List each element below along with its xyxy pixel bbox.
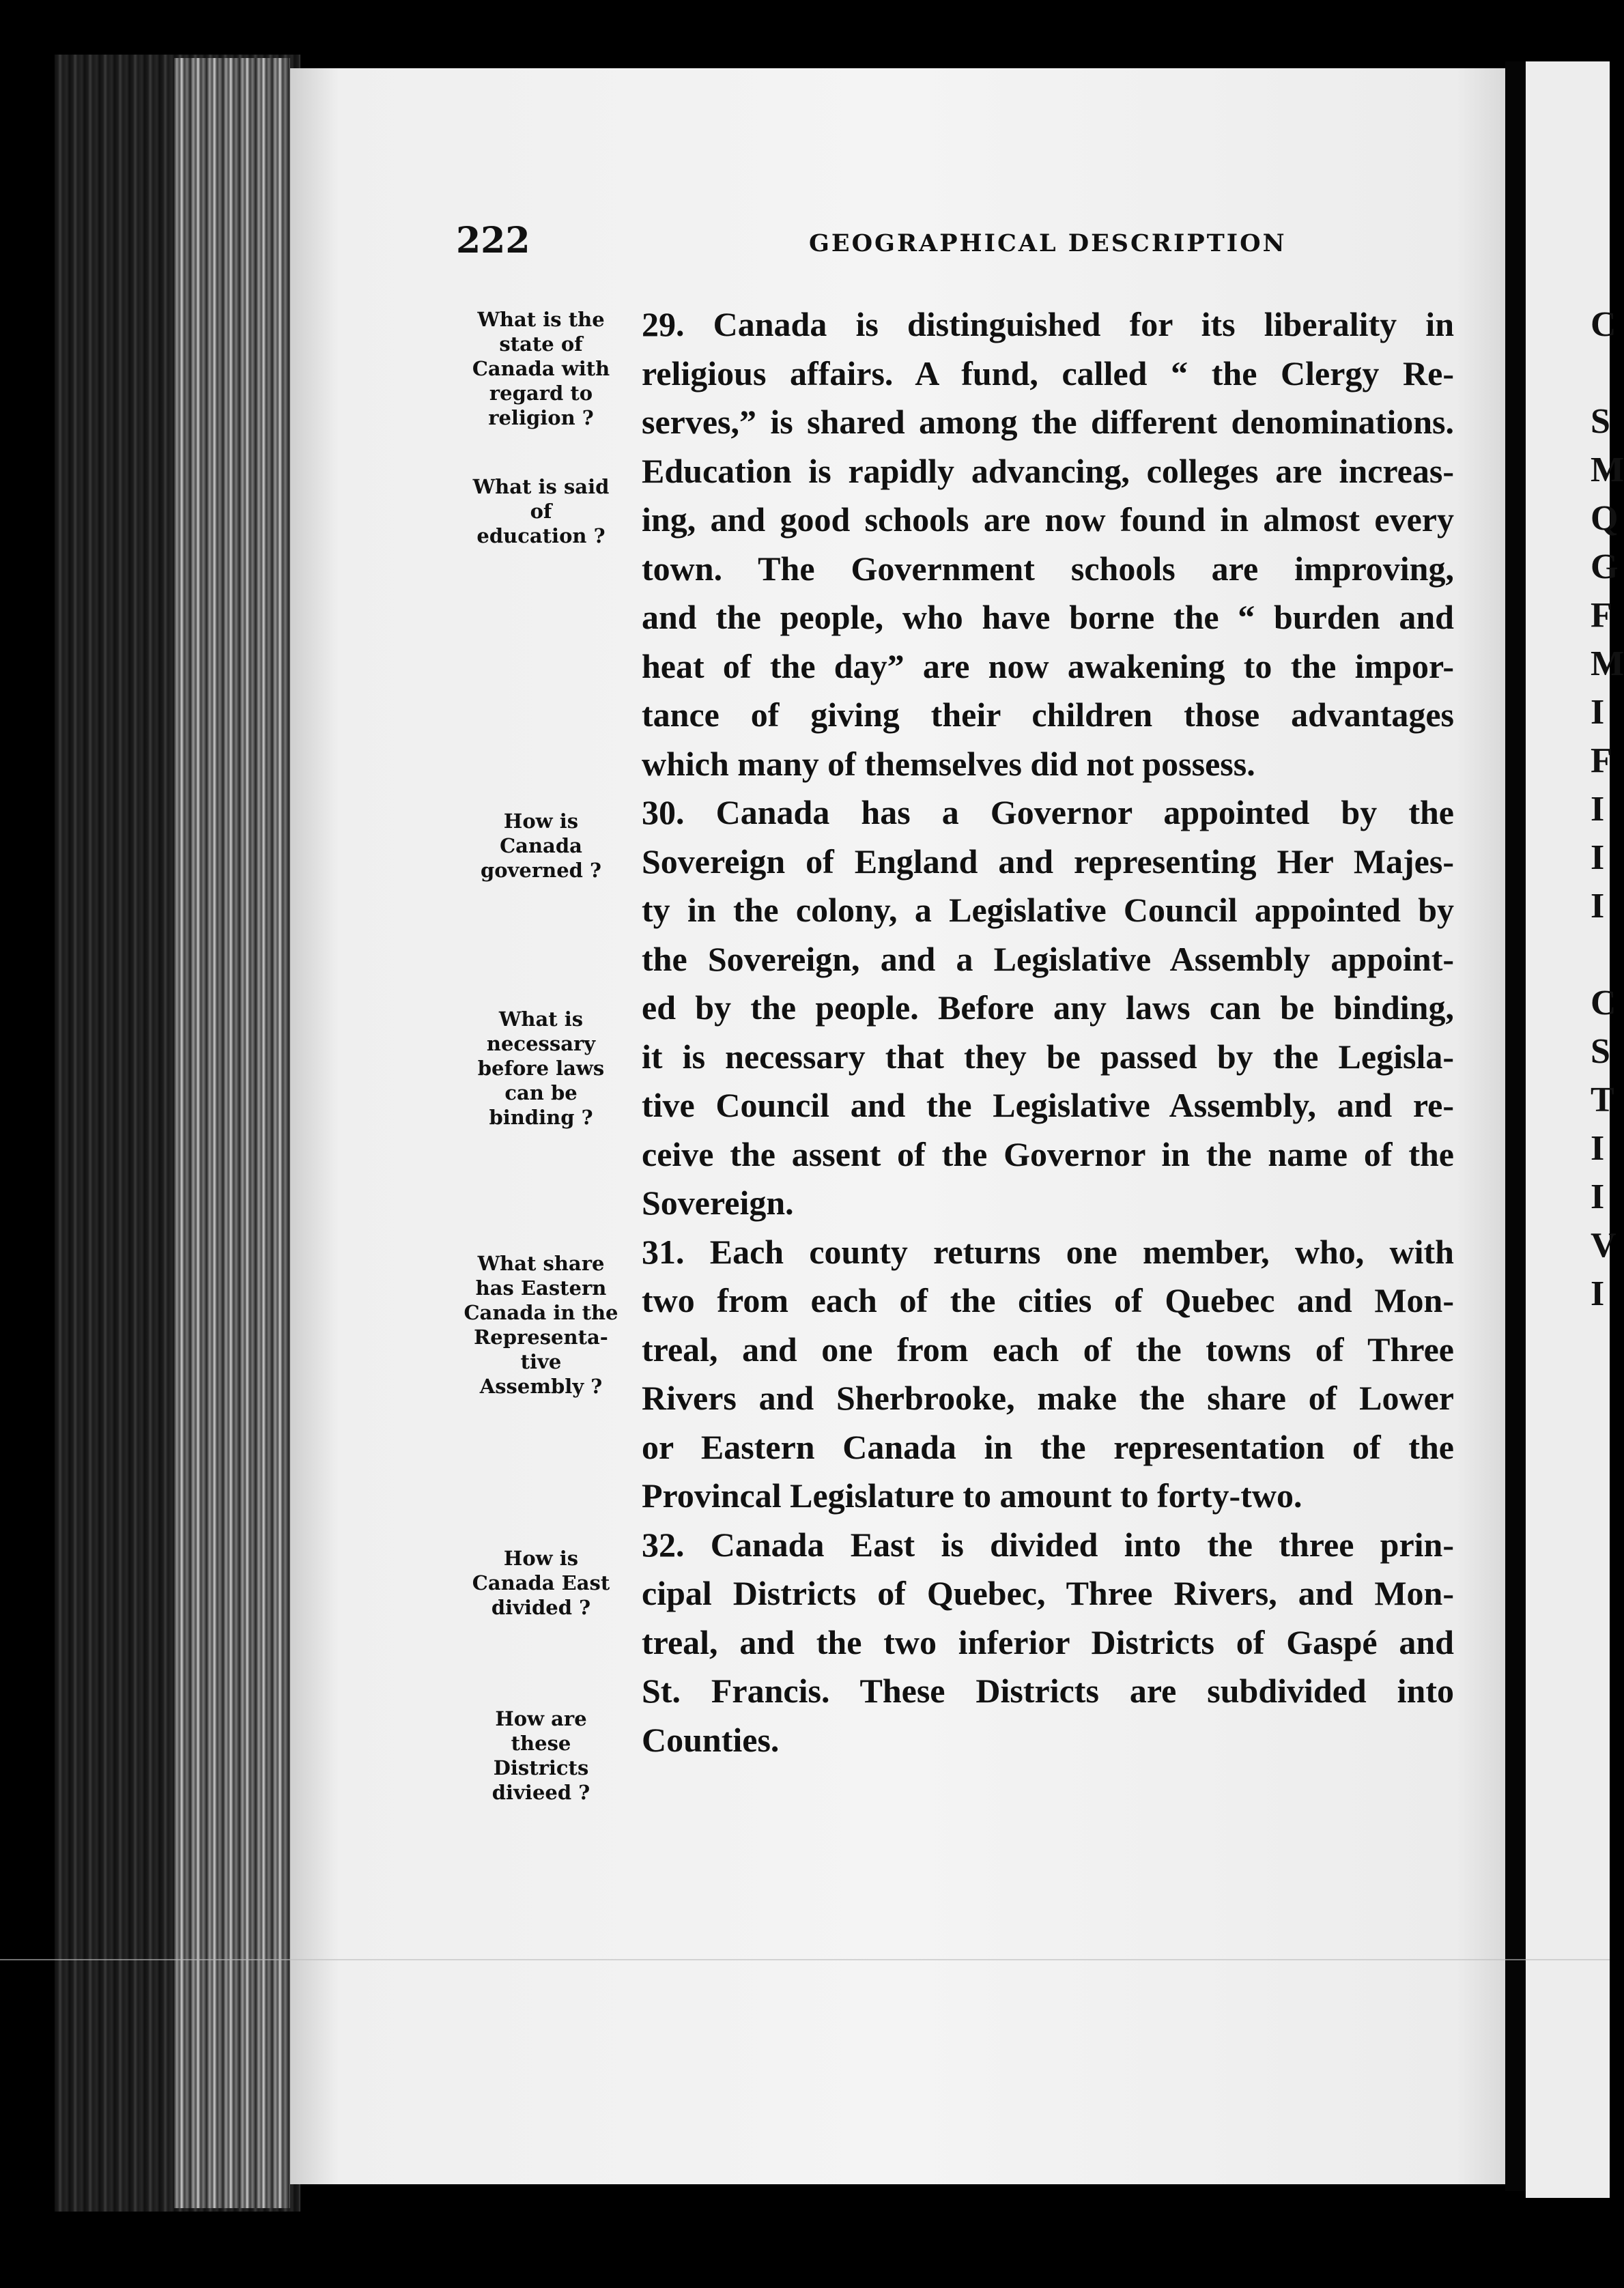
text-line: heat of the day” are now awakening to the impor- [642,646,1454,685]
text-line: cipal Districts of Quebec, Three Rivers, and Mon- [642,1574,1454,1612]
facing-page-letter: V [1591,1226,1616,1265]
facing-page-letter: T [1591,1081,1614,1119]
text-line: ty in the colony, a Legislative Council appointed by [642,891,1454,929]
text-line: which many of themselves did not possess. [642,744,1255,783]
facing-page-letter: Q [1591,499,1619,538]
text-line: Education is rapidly advancing, colleges are increas- [642,451,1454,490]
facing-page-letter: I [1591,1177,1605,1216]
facing-page-letter: I [1591,693,1605,732]
text-line: St. Francis. These Districts are subdivided into [642,1672,1454,1710]
text-line: 31. Each county returns one member, who, with [642,1232,1454,1271]
margin-question-governed: How is Canada governed ? [480,810,602,882]
facing-page-letter: S [1591,1032,1610,1071]
facing-page-letter: I [1591,838,1605,877]
page-number: 222 [456,220,530,261]
running-title: GEOGRAPHICAL DESCRIPTION [809,229,1287,257]
paragraph-32 [642,1521,1454,1765]
margin-question-religion: What is the state of Canada with regard to religion ? [472,308,610,429]
facing-page-letter: I [1591,790,1605,829]
facing-page-letter [1591,930,1624,979]
text-line: religious affairs. A fund, called “ the Clergy Re- [642,354,1454,392]
scan-line [0,1959,1610,1960]
facing-page-letter: M [1591,644,1624,683]
facing-page-letter: G [1591,547,1619,586]
facing-page-letter: F [1591,741,1612,780]
paragraph-30 [642,788,1454,1228]
text-line: or Eastern Canada in the representation of the [642,1427,1454,1466]
margin-question-divided: How is Canada East divided ? [472,1547,610,1619]
text-line: the Sovereign, and a Legislative Assembly appoint- [642,939,1454,978]
page-edges [174,58,290,2208]
facing-page-letters [1591,300,1624,1318]
facing-page-letter: F [1591,596,1612,635]
text-line: tive Council and the Legislative Assembly, and re- [642,1086,1454,1124]
text-line: 32. Canada East is divided into the three prin- [642,1525,1454,1564]
text-line: ed by the people. Before any laws can be binding, [642,988,1454,1027]
text-line: two from each of the cities of Quebec and Mon- [642,1281,1454,1319]
text-line: it is necessary that they be passed by the Legisla- [642,1037,1454,1076]
text-line: Sovereign. [642,1184,794,1222]
facing-page-letter: I [1591,1274,1605,1313]
text-line: treal, and one from each of the towns of Three [642,1330,1454,1369]
facing-page-letter: M [1591,451,1624,489]
text-line: tance of giving their children those advantages [642,696,1454,734]
facing-page-letter: C [1591,305,1616,344]
text-line: town. The Government schools are improving, [642,549,1454,588]
paragraph-31 [642,1228,1454,1521]
facing-page-letter: C [1591,984,1616,1023]
margin-question-laws: What is necessary before laws can be binding ? [477,1007,605,1129]
text-line: Rivers and Sherbrooke, make the share of Lower [642,1379,1454,1417]
text-line: Sovereign of England and representing Her Majes- [642,842,1454,881]
text-line: treal, and the two inferior Districts of Gaspé and [642,1622,1454,1661]
margin-question-share: What share has Eastern Canada in the Representa- tive Assembly ? [464,1252,618,1398]
facing-page-letter: I [1591,887,1605,926]
margin-question-education: What is said of education ? [472,475,610,547]
facing-page-letter [1591,349,1624,397]
facing-page-letter: S [1591,402,1610,441]
paragraph-29 [642,300,1454,788]
facing-page-letter: I [1591,1129,1605,1168]
book-gutter [1505,61,1526,2191]
text-line: serves,” is shared among the different denominations. [642,403,1454,441]
text-line: ceive the assent of the Governor in the name of the [642,1134,1454,1173]
body-text [642,300,1454,1764]
text-line: Counties. [642,1720,780,1759]
margin-question-districts: How are these Districts divieed ? [492,1707,590,1804]
text-line: and the people, who have borne the “ burden and [642,598,1454,636]
text-line: 29. Canada is distinguished for its liberality in [642,305,1454,343]
text-line: 30. Canada has a Governor appointed by the [642,793,1454,831]
text-line: ing, and good schools are now found in almost every [642,500,1454,539]
text-line: Provincal Legislature to amount to forty-two. [642,1476,1302,1515]
